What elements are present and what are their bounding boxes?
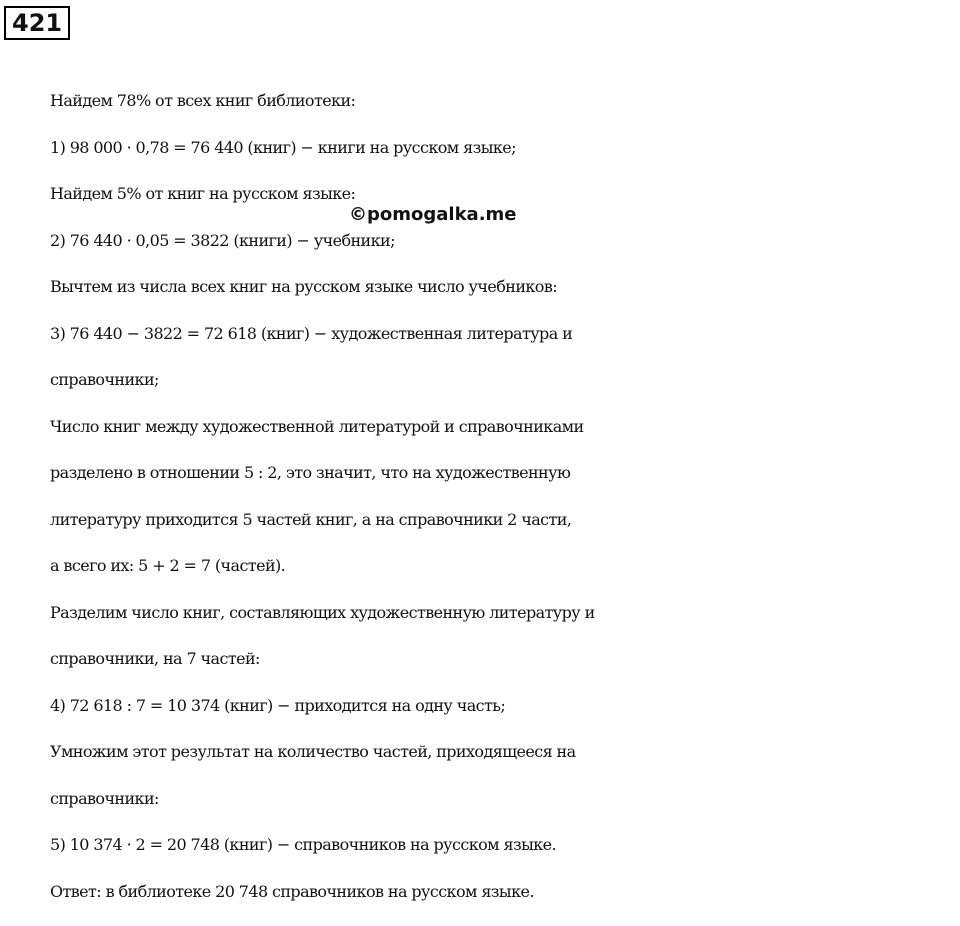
text-line: Найдем 5% от книг на русском языке: — [50, 184, 356, 203]
text-line: Число книг между художественной литературой и справочниками — [50, 416, 584, 436]
text-line: справочники; — [50, 370, 159, 389]
text-line: Вычтем из числа всех книг на русском языке число учебников: — [50, 277, 558, 296]
text-line: разделено в отношении 5 : 2, это значит, что на художественную — [50, 463, 571, 482]
text-line: 3) 76 440 − 3822 = 72 618 (книг) − художественная литература и — [50, 323, 573, 343]
watermark: ©pomogalka.me — [349, 204, 517, 225]
task-number-badge: 421 — [4, 6, 70, 40]
text-line: Найдем 78% от всех книг библиотеки: — [50, 91, 356, 110]
text-line: 2) 76 440 · 0,05 = 3822 (книги) − учебники; — [50, 230, 395, 250]
text-line: литературу приходится 5 частей книг, а на справочники 2 части, — [50, 509, 572, 529]
text-line: Умножим этот результат на количество частей, приходящееся на — [50, 742, 576, 761]
text-line: справочники: — [50, 788, 159, 808]
answer-line: Ответ: в библиотеке 20 748 справочников на русском языке. — [50, 881, 534, 901]
text-line: а всего их: 5 + 2 = 7 (частей). — [50, 556, 286, 575]
text-line: 4) 72 618 : 7 = 10 374 (книг) − приходится на одну часть; — [50, 695, 506, 715]
text-line: 5) 10 374 · 2 = 20 748 (книг) − справочников на русском языке. — [50, 835, 556, 854]
text-line: 1) 98 000 · 0,78 = 76 440 (книг) − книги на русском языке; — [50, 137, 516, 157]
text-line: Разделим число книг, составляющих художественную литературу и — [50, 602, 595, 622]
text-line: справочники, на 7 частей: — [50, 649, 260, 668]
